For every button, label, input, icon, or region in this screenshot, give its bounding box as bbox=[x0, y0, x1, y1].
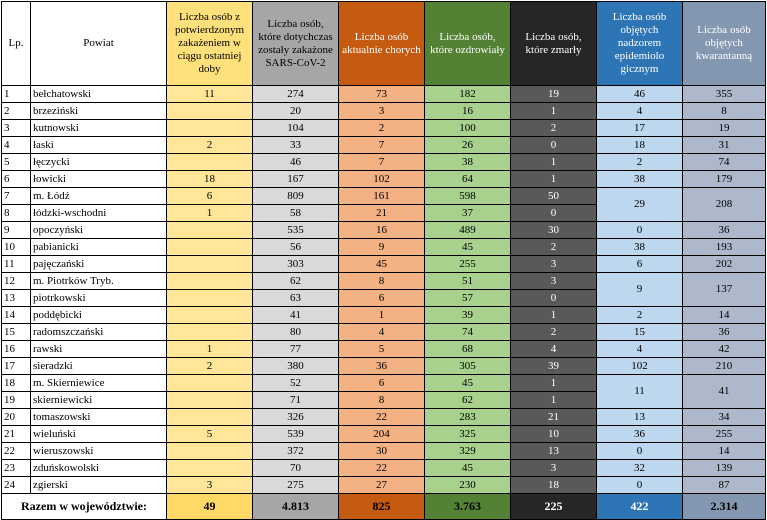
header-epidemiological-supervision: Liczba osób objętych nadzorem epidemiolo gicznym bbox=[597, 2, 683, 86]
cell-total-infected: 58 bbox=[253, 205, 339, 222]
cell-quarantine: 31 bbox=[683, 137, 766, 154]
cell-confirmed-last-day: 1 bbox=[167, 341, 253, 358]
header-currently-ill: Liczba osób aktualnie chorych bbox=[339, 2, 425, 86]
cell-currently-ill: 102 bbox=[339, 171, 425, 188]
table-row bbox=[2, 239, 766, 256]
cell-supervision: 18 bbox=[597, 137, 683, 154]
cell-recovered: 305 bbox=[425, 358, 511, 375]
table-row bbox=[2, 188, 766, 205]
cell-lp: 19 bbox=[2, 392, 31, 409]
totals-row bbox=[2, 494, 766, 520]
cell-currently-ill: 1 bbox=[339, 307, 425, 324]
cell-quarantine: 87 bbox=[683, 477, 766, 494]
cell-powiat: bełchatowski bbox=[31, 86, 167, 103]
cell-lp: 2 bbox=[2, 103, 31, 120]
cell-supervision: 15 bbox=[597, 324, 683, 341]
cell-deceased: 19 bbox=[511, 86, 597, 103]
cell-recovered: 325 bbox=[425, 426, 511, 443]
cell-recovered: 26 bbox=[425, 137, 511, 154]
cell-supervision: 0 bbox=[597, 222, 683, 239]
cell-currently-ill: 161 bbox=[339, 188, 425, 205]
cell-lp: 6 bbox=[2, 171, 31, 188]
cell-recovered: 45 bbox=[425, 239, 511, 256]
cell-supervision: 0 bbox=[597, 443, 683, 460]
cell-total-infected: 326 bbox=[253, 409, 339, 426]
cell-powiat: wieruszowski bbox=[31, 443, 167, 460]
cell-deceased: 4 bbox=[511, 341, 597, 358]
cell-powiat: zduńskowolski bbox=[31, 460, 167, 477]
cell-supervision: 0 bbox=[597, 477, 683, 494]
cell-total-infected: 104 bbox=[253, 120, 339, 137]
cell-powiat: skierniewicki bbox=[31, 392, 167, 409]
table-row bbox=[2, 171, 766, 188]
cell-lp: 11 bbox=[2, 256, 31, 273]
cell-powiat: pajęczański bbox=[31, 256, 167, 273]
cell-lp: 9 bbox=[2, 222, 31, 239]
cell-recovered: 100 bbox=[425, 120, 511, 137]
cell-quarantine: 19 bbox=[683, 120, 766, 137]
cell-powiat: wieluński bbox=[31, 426, 167, 443]
cell-currently-ill: 22 bbox=[339, 409, 425, 426]
total-confirmed-last-day: 49 bbox=[167, 494, 253, 520]
table-row bbox=[2, 154, 766, 171]
cell-recovered: 16 bbox=[425, 103, 511, 120]
cell-lp: 21 bbox=[2, 426, 31, 443]
cell-powiat: zgierski bbox=[31, 477, 167, 494]
cell-currently-ill: 27 bbox=[339, 477, 425, 494]
cell-supervision: 29 bbox=[597, 188, 683, 222]
cell-total-infected: 70 bbox=[253, 460, 339, 477]
cell-currently-ill: 30 bbox=[339, 443, 425, 460]
table-row bbox=[2, 358, 766, 375]
header-total-infected: Liczba osób, które dotychczas zostały zakażone SARS-CoV-2 bbox=[253, 2, 339, 86]
cell-currently-ill: 4 bbox=[339, 324, 425, 341]
cell-recovered: 64 bbox=[425, 171, 511, 188]
cell-confirmed-last-day bbox=[167, 443, 253, 460]
cell-confirmed-last-day: 1 bbox=[167, 205, 253, 222]
header-row bbox=[2, 2, 766, 86]
table-row bbox=[2, 222, 766, 239]
cell-lp: 24 bbox=[2, 477, 31, 494]
cell-currently-ill: 204 bbox=[339, 426, 425, 443]
cell-confirmed-last-day: 11 bbox=[167, 86, 253, 103]
cell-powiat: pabianicki bbox=[31, 239, 167, 256]
cell-confirmed-last-day: 18 bbox=[167, 171, 253, 188]
cell-currently-ill: 21 bbox=[339, 205, 425, 222]
cell-powiat: piotrkowski bbox=[31, 290, 167, 307]
cell-deceased: 0 bbox=[511, 137, 597, 154]
cell-deceased: 1 bbox=[511, 307, 597, 324]
cell-currently-ill: 7 bbox=[339, 154, 425, 171]
header-quarantine: Liczba osób objętych kwarantanną bbox=[683, 2, 766, 86]
cell-confirmed-last-day bbox=[167, 307, 253, 324]
total-quarantine: 2.314 bbox=[683, 494, 766, 520]
cell-supervision: 2 bbox=[597, 154, 683, 171]
cell-total-infected: 303 bbox=[253, 256, 339, 273]
cell-deceased: 30 bbox=[511, 222, 597, 239]
cell-currently-ill: 9 bbox=[339, 239, 425, 256]
cell-supervision: 46 bbox=[597, 86, 683, 103]
table-row bbox=[2, 324, 766, 341]
cell-recovered: 74 bbox=[425, 324, 511, 341]
cell-deceased: 1 bbox=[511, 171, 597, 188]
cell-deceased: 0 bbox=[511, 290, 597, 307]
table-row bbox=[2, 426, 766, 443]
cell-total-infected: 56 bbox=[253, 239, 339, 256]
cell-currently-ill: 6 bbox=[339, 290, 425, 307]
cell-confirmed-last-day bbox=[167, 239, 253, 256]
cell-powiat: m. Skierniewice bbox=[31, 375, 167, 392]
cell-confirmed-last-day: 6 bbox=[167, 188, 253, 205]
cell-quarantine: 208 bbox=[683, 188, 766, 222]
cell-total-infected: 80 bbox=[253, 324, 339, 341]
cell-lp: 20 bbox=[2, 409, 31, 426]
header-lp: Lp. bbox=[2, 2, 31, 86]
cell-confirmed-last-day bbox=[167, 324, 253, 341]
cell-deceased: 2 bbox=[511, 120, 597, 137]
cell-currently-ill: 16 bbox=[339, 222, 425, 239]
cell-supervision: 32 bbox=[597, 460, 683, 477]
cell-quarantine: 210 bbox=[683, 358, 766, 375]
cell-currently-ill: 7 bbox=[339, 137, 425, 154]
cell-supervision: 9 bbox=[597, 273, 683, 307]
table-row bbox=[2, 341, 766, 358]
table-row bbox=[2, 86, 766, 103]
cell-powiat: kutnowski bbox=[31, 120, 167, 137]
cell-lp: 23 bbox=[2, 460, 31, 477]
cell-powiat: poddębicki bbox=[31, 307, 167, 324]
cell-recovered: 489 bbox=[425, 222, 511, 239]
totals-label: Razem w województwie: bbox=[2, 494, 167, 520]
cell-currently-ill: 45 bbox=[339, 256, 425, 273]
cell-supervision: 6 bbox=[597, 256, 683, 273]
cell-deceased: 1 bbox=[511, 375, 597, 392]
cell-recovered: 230 bbox=[425, 477, 511, 494]
cell-total-infected: 380 bbox=[253, 358, 339, 375]
cell-supervision: 4 bbox=[597, 103, 683, 120]
cell-lp: 16 bbox=[2, 341, 31, 358]
cell-quarantine: 42 bbox=[683, 341, 766, 358]
table-row bbox=[2, 443, 766, 460]
cell-quarantine: 74 bbox=[683, 154, 766, 171]
cell-deceased: 2 bbox=[511, 324, 597, 341]
table-row bbox=[2, 120, 766, 137]
cell-confirmed-last-day bbox=[167, 409, 253, 426]
cell-currently-ill: 6 bbox=[339, 375, 425, 392]
cell-quarantine: 137 bbox=[683, 273, 766, 307]
cell-lp: 7 bbox=[2, 188, 31, 205]
cell-lp: 17 bbox=[2, 358, 31, 375]
table-row bbox=[2, 103, 766, 120]
table-row bbox=[2, 409, 766, 426]
cell-total-infected: 63 bbox=[253, 290, 339, 307]
cell-recovered: 283 bbox=[425, 409, 511, 426]
cell-total-infected: 41 bbox=[253, 307, 339, 324]
cell-lp: 14 bbox=[2, 307, 31, 324]
cell-total-infected: 52 bbox=[253, 375, 339, 392]
cell-total-infected: 372 bbox=[253, 443, 339, 460]
cell-confirmed-last-day bbox=[167, 392, 253, 409]
cell-recovered: 51 bbox=[425, 273, 511, 290]
cell-supervision: 11 bbox=[597, 375, 683, 409]
cell-total-infected: 809 bbox=[253, 188, 339, 205]
cell-quarantine: 14 bbox=[683, 443, 766, 460]
cell-powiat: łęczycki bbox=[31, 154, 167, 171]
cell-powiat: brzeziński bbox=[31, 103, 167, 120]
cell-currently-ill: 36 bbox=[339, 358, 425, 375]
cell-deceased: 1 bbox=[511, 103, 597, 120]
cell-quarantine: 8 bbox=[683, 103, 766, 120]
table-row bbox=[2, 307, 766, 324]
total-recovered: 3.763 bbox=[425, 494, 511, 520]
cell-deceased: 39 bbox=[511, 358, 597, 375]
cell-confirmed-last-day bbox=[167, 256, 253, 273]
cell-total-infected: 71 bbox=[253, 392, 339, 409]
cell-powiat: łaski bbox=[31, 137, 167, 154]
cell-powiat: łowicki bbox=[31, 171, 167, 188]
cell-deceased: 3 bbox=[511, 256, 597, 273]
cell-confirmed-last-day bbox=[167, 290, 253, 307]
cell-recovered: 68 bbox=[425, 341, 511, 358]
cell-supervision: 17 bbox=[597, 120, 683, 137]
cell-currently-ill: 2 bbox=[339, 120, 425, 137]
cell-deceased: 3 bbox=[511, 460, 597, 477]
cell-currently-ill: 8 bbox=[339, 273, 425, 290]
header-deceased: Liczba osób, które zmarły bbox=[511, 2, 597, 86]
cell-deceased: 3 bbox=[511, 273, 597, 290]
cell-quarantine: 36 bbox=[683, 222, 766, 239]
cell-confirmed-last-day bbox=[167, 273, 253, 290]
cell-recovered: 38 bbox=[425, 154, 511, 171]
cell-recovered: 598 bbox=[425, 188, 511, 205]
total-currently-ill: 825 bbox=[339, 494, 425, 520]
cell-recovered: 255 bbox=[425, 256, 511, 273]
table-row bbox=[2, 477, 766, 494]
cell-supervision: 13 bbox=[597, 409, 683, 426]
table-row bbox=[2, 375, 766, 392]
cell-quarantine: 41 bbox=[683, 375, 766, 409]
cell-lp: 15 bbox=[2, 324, 31, 341]
header-recovered: Liczba osób, które ozdrowiały bbox=[425, 2, 511, 86]
cell-quarantine: 193 bbox=[683, 239, 766, 256]
cell-confirmed-last-day: 2 bbox=[167, 358, 253, 375]
cell-deceased: 18 bbox=[511, 477, 597, 494]
cell-recovered: 62 bbox=[425, 392, 511, 409]
cell-supervision: 2 bbox=[597, 307, 683, 324]
cell-deceased: 10 bbox=[511, 426, 597, 443]
cell-deceased: 0 bbox=[511, 205, 597, 222]
cell-powiat: radomszczański bbox=[31, 324, 167, 341]
table-row bbox=[2, 460, 766, 477]
cell-supervision: 102 bbox=[597, 358, 683, 375]
cell-lp: 1 bbox=[2, 86, 31, 103]
cell-total-infected: 167 bbox=[253, 171, 339, 188]
cell-quarantine: 139 bbox=[683, 460, 766, 477]
cell-lp: 8 bbox=[2, 205, 31, 222]
cell-total-infected: 77 bbox=[253, 341, 339, 358]
cell-recovered: 45 bbox=[425, 375, 511, 392]
cell-recovered: 39 bbox=[425, 307, 511, 324]
cell-confirmed-last-day bbox=[167, 375, 253, 392]
cell-powiat: m. Piotrków Tryb. bbox=[31, 273, 167, 290]
cell-supervision: 38 bbox=[597, 171, 683, 188]
cell-confirmed-last-day bbox=[167, 103, 253, 120]
cell-total-infected: 62 bbox=[253, 273, 339, 290]
cell-deceased: 13 bbox=[511, 443, 597, 460]
cell-confirmed-last-day: 2 bbox=[167, 137, 253, 154]
cell-confirmed-last-day: 3 bbox=[167, 477, 253, 494]
cell-recovered: 37 bbox=[425, 205, 511, 222]
cell-currently-ill: 5 bbox=[339, 341, 425, 358]
cell-confirmed-last-day bbox=[167, 154, 253, 171]
cell-deceased: 21 bbox=[511, 409, 597, 426]
cell-quarantine: 179 bbox=[683, 171, 766, 188]
cell-total-infected: 33 bbox=[253, 137, 339, 154]
cell-supervision: 38 bbox=[597, 239, 683, 256]
cell-deceased: 50 bbox=[511, 188, 597, 205]
cell-quarantine: 36 bbox=[683, 324, 766, 341]
table-row bbox=[2, 256, 766, 273]
total-deceased: 225 bbox=[511, 494, 597, 520]
cell-quarantine: 14 bbox=[683, 307, 766, 324]
header-powiat: Powiat bbox=[31, 2, 167, 86]
cell-powiat: rawski bbox=[31, 341, 167, 358]
cell-confirmed-last-day bbox=[167, 460, 253, 477]
header-confirmed-last-day: Liczba osób z potwierdzonym zakażeniem w ciągu ostatniej doby bbox=[167, 2, 253, 86]
cell-total-infected: 46 bbox=[253, 154, 339, 171]
covid-stats-table bbox=[1, 1, 766, 520]
cell-confirmed-last-day: 5 bbox=[167, 426, 253, 443]
cell-total-infected: 20 bbox=[253, 103, 339, 120]
cell-lp: 10 bbox=[2, 239, 31, 256]
cell-currently-ill: 8 bbox=[339, 392, 425, 409]
total-supervision: 422 bbox=[597, 494, 683, 520]
cell-recovered: 329 bbox=[425, 443, 511, 460]
total-infected: 4.813 bbox=[253, 494, 339, 520]
cell-lp: 5 bbox=[2, 154, 31, 171]
cell-quarantine: 34 bbox=[683, 409, 766, 426]
cell-currently-ill: 73 bbox=[339, 86, 425, 103]
cell-total-infected: 539 bbox=[253, 426, 339, 443]
cell-powiat: m. Łódź bbox=[31, 188, 167, 205]
cell-confirmed-last-day bbox=[167, 120, 253, 137]
table-row bbox=[2, 137, 766, 154]
cell-supervision: 36 bbox=[597, 426, 683, 443]
table-row bbox=[2, 273, 766, 290]
cell-powiat: sieradzki bbox=[31, 358, 167, 375]
cell-powiat: opoczyński bbox=[31, 222, 167, 239]
cell-recovered: 45 bbox=[425, 460, 511, 477]
cell-quarantine: 202 bbox=[683, 256, 766, 273]
cell-currently-ill: 3 bbox=[339, 103, 425, 120]
cell-supervision: 4 bbox=[597, 341, 683, 358]
cell-recovered: 57 bbox=[425, 290, 511, 307]
cell-total-infected: 535 bbox=[253, 222, 339, 239]
cell-powiat: łódzki-wschodni bbox=[31, 205, 167, 222]
cell-lp: 22 bbox=[2, 443, 31, 460]
cell-quarantine: 355 bbox=[683, 86, 766, 103]
cell-lp: 4 bbox=[2, 137, 31, 154]
cell-recovered: 182 bbox=[425, 86, 511, 103]
cell-quarantine: 255 bbox=[683, 426, 766, 443]
cell-total-infected: 274 bbox=[253, 86, 339, 103]
cell-lp: 3 bbox=[2, 120, 31, 137]
cell-lp: 18 bbox=[2, 375, 31, 392]
cell-deceased: 1 bbox=[511, 392, 597, 409]
cell-confirmed-last-day bbox=[167, 222, 253, 239]
cell-lp: 12 bbox=[2, 273, 31, 290]
cell-lp: 13 bbox=[2, 290, 31, 307]
cell-total-infected: 275 bbox=[253, 477, 339, 494]
cell-currently-ill: 22 bbox=[339, 460, 425, 477]
cell-deceased: 1 bbox=[511, 154, 597, 171]
cell-powiat: tomaszowski bbox=[31, 409, 167, 426]
cell-deceased: 2 bbox=[511, 239, 597, 256]
